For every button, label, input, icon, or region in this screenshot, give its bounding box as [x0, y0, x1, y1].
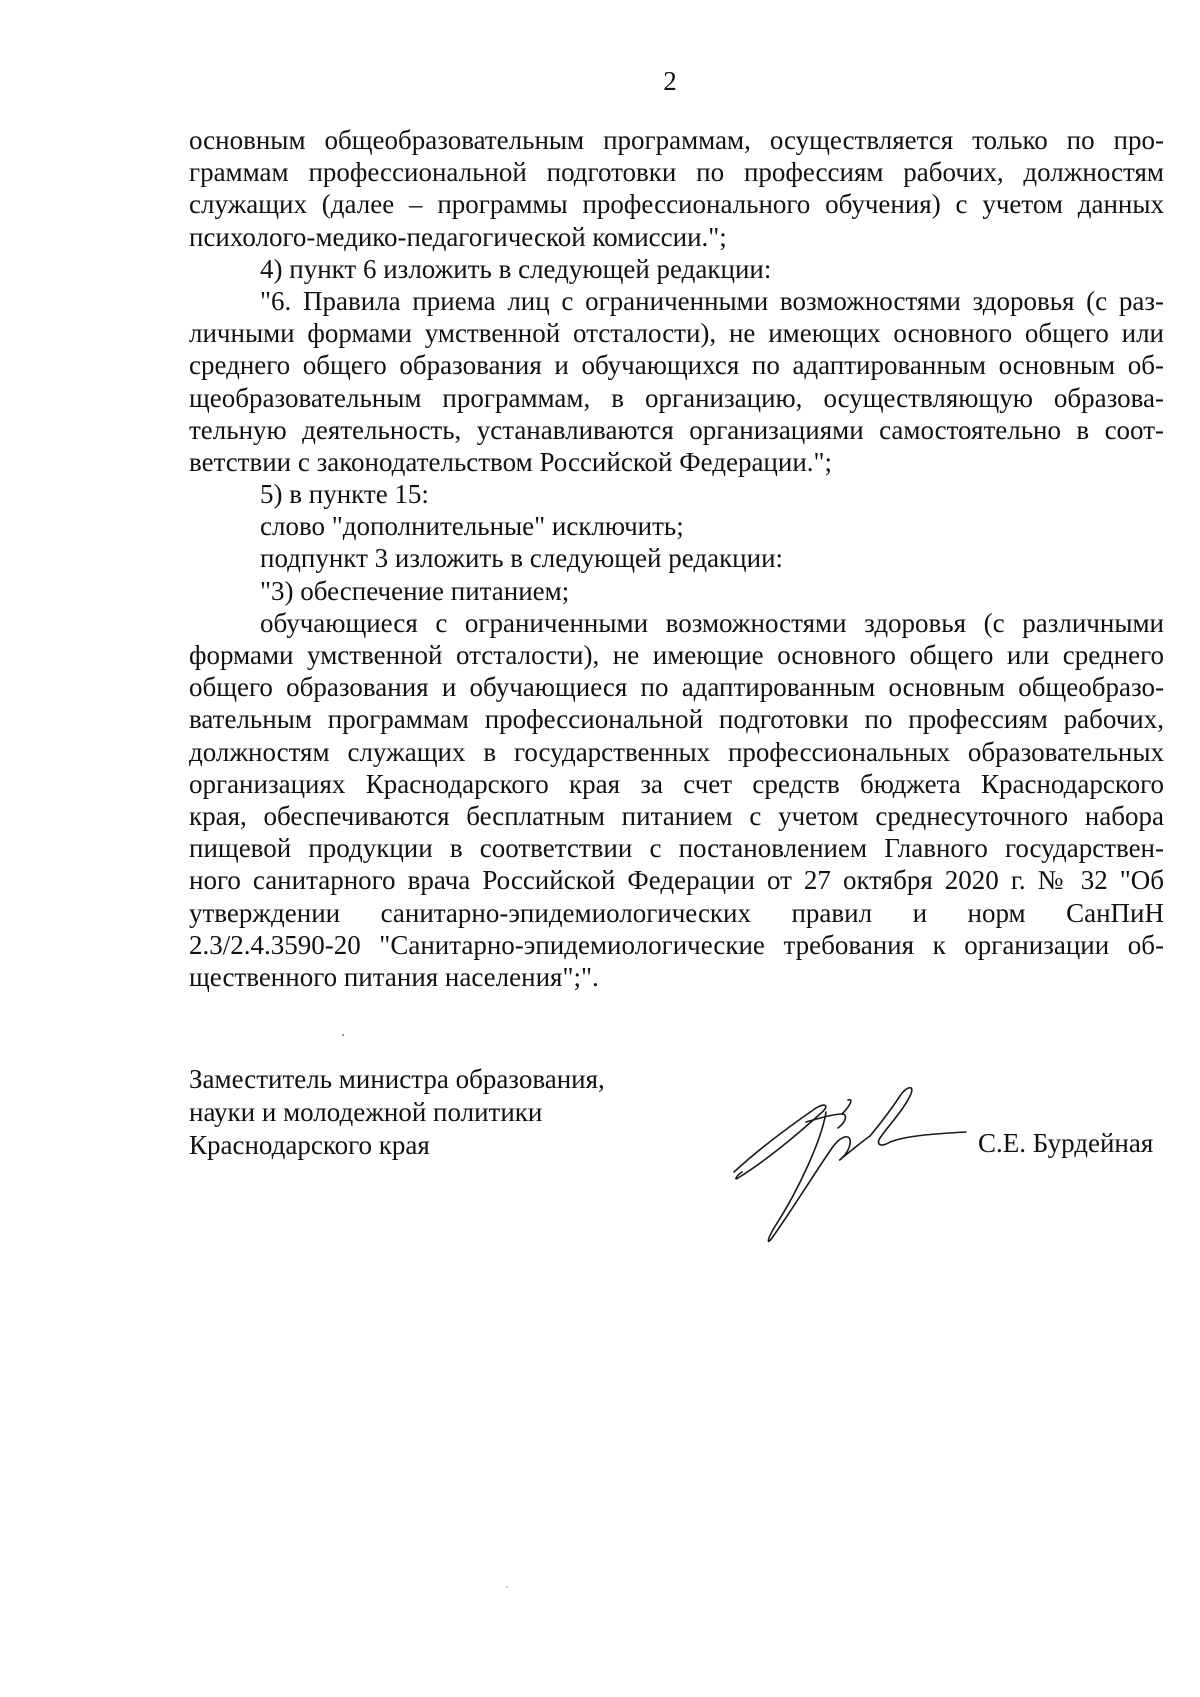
- text-line: края, обеспечиваются бесплатным питанием с учетом среднесуточного набора: [189, 800, 1164, 831]
- text-line: 2.3/2.4.3590-20 "Санитарно-эпидемиологические требования к организации об-: [189, 929, 1164, 960]
- text-line: утверждении санитарно-эпидемиологических правил и норм СанПиН: [189, 897, 1164, 928]
- text-line: психолого-медико-педагогической комиссии.";: [189, 221, 727, 252]
- text-line: "6. Правила приема лиц с ограниченными возможностями здоровья (с раз-: [260, 285, 1164, 316]
- handwritten-signature: [730, 1078, 970, 1253]
- text-line: вательным программам профессиональной подготовки по профессиям рабочих,: [189, 704, 1164, 735]
- text-line: ного санитарного врача Российской Федерации от 27 октября 2020 г. № 32 "Об: [189, 865, 1164, 896]
- position-line-2: науки и молодежной политики: [189, 1097, 543, 1127]
- text-line: основным общеобразовательным программам, осуществляется только по про-: [189, 125, 1164, 155]
- text-line: пищевой продукции в соответствии с постановлением Главного государствен-: [189, 833, 1164, 864]
- text-line: ветствии с законодательством Российской Федерации.";: [189, 446, 833, 477]
- scan-speck: [342, 1034, 344, 1036]
- text-line: щественного питания населения";".: [189, 961, 599, 992]
- text-line: 4) пункт 6 изложить в следующей редакции:: [260, 253, 772, 284]
- text-line: личными формами умственной отсталости), не имеющих основного общего или: [189, 318, 1164, 349]
- text-line: тельную деятельность, устанавливаются организациями самостоятельно в соот-: [189, 414, 1164, 445]
- page-number: 2: [663, 66, 677, 96]
- text-line: слово "дополнительные" исключить;: [260, 511, 684, 542]
- text-line: подпункт 3 изложить в следующей редакции:: [260, 543, 784, 574]
- scan-speck: [506, 1586, 508, 1588]
- text-line: щеобразовательным программам, в организацию, осуществляющую образова-: [189, 382, 1164, 413]
- text-line: организациях Краснодарского края за счет средств бюджета Краснодарского: [189, 768, 1164, 799]
- position-line-3: Краснодарского края: [189, 1130, 430, 1160]
- text-line: формами умственной отсталости), не имеющие основного общего или среднего: [189, 640, 1164, 670]
- text-line: обучающиеся с ограниченными возможностями здоровья (с различными: [260, 607, 1164, 638]
- text-line: 5) в пункте 15:: [260, 479, 429, 510]
- text-line: среднего общего образования и обучающихся по адаптированным основным об-: [189, 350, 1164, 381]
- text-line: "3) обеспечение питанием;: [260, 575, 570, 606]
- document-body: [189, 124, 1164, 993]
- signature-position-block: [189, 1063, 605, 1162]
- text-line: служащих (далее – программы профессионального обучения) с учетом данных: [189, 189, 1164, 220]
- signer-name: С.Е. Бурдейная: [978, 1128, 1154, 1158]
- text-line: граммам профессиональной подготовки по профессиям рабочих, должностям: [189, 157, 1164, 188]
- position-line-1: Заместитель министра образования,: [189, 1064, 605, 1094]
- text-line: должностям служащих в государственных профессиональных образовательных: [189, 736, 1164, 767]
- text-line: общего образования и обучающиеся по адаптированным основным общеобразо-: [189, 672, 1164, 703]
